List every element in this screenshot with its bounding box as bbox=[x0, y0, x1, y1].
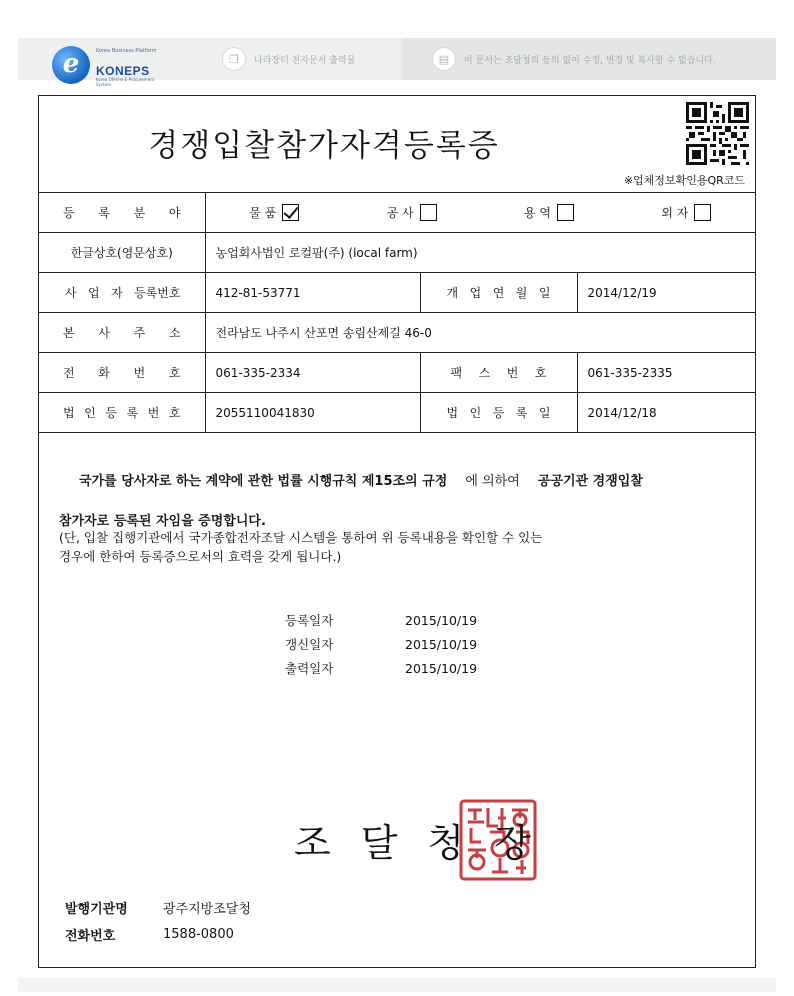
printer-icon: ▤ bbox=[432, 47, 456, 71]
service-checkbox[interactable] bbox=[557, 204, 574, 221]
date-label: 갱신일자 bbox=[285, 637, 334, 652]
bottom-band bbox=[18, 978, 776, 992]
note-line-1: (단, 입찰 집행기관에서 국가종합전자조달 시스템을 통하여 위 등록내용을 확인할 수 있는 bbox=[59, 530, 543, 545]
document-copy-icon: ❐ bbox=[222, 47, 246, 71]
table-row bbox=[39, 233, 755, 273]
agency-name: 조달청장 bbox=[294, 821, 561, 865]
phone-label: 전 화 번 호 bbox=[63, 366, 181, 380]
dates-block bbox=[285, 608, 477, 680]
qr-caption: ※업체정보확인용QR코드 bbox=[623, 174, 745, 187]
table-row bbox=[39, 353, 755, 393]
foreign-checkbox[interactable] bbox=[694, 204, 711, 221]
date-row-renewed bbox=[285, 632, 477, 656]
open-date-value: 2014/12/19 bbox=[577, 273, 755, 313]
issuer-phone-value: 1588-0800 bbox=[163, 927, 234, 942]
registration-info-table bbox=[39, 192, 755, 433]
certificate-document bbox=[38, 95, 756, 968]
date-row-printed bbox=[285, 656, 477, 680]
issuer-phone-row bbox=[65, 921, 251, 948]
corp-no-label-cell bbox=[39, 393, 205, 433]
goods-checkbox[interactable] bbox=[282, 204, 299, 221]
category-goods[interactable] bbox=[249, 204, 299, 221]
notice-item bbox=[432, 38, 716, 80]
address-value: 전라남도 나주시 산포면 송림산제길 46-0 bbox=[205, 313, 755, 353]
certificate-title: 경쟁입찰참가자격등록증 bbox=[148, 128, 500, 164]
category-service-label: 용 역 bbox=[523, 206, 551, 220]
logo-small-text: Korea Business Platform bbox=[96, 48, 157, 54]
issuer-block bbox=[65, 894, 251, 948]
category-construction[interactable] bbox=[387, 204, 437, 221]
category-goods-label: 물 품 bbox=[249, 206, 277, 220]
law-text: 국가를 당사자로 하는 계약에 관한 법률 시행규칙 제15조의 규정 bbox=[79, 474, 448, 489]
category-options-cell bbox=[205, 193, 755, 233]
qr-code-icon bbox=[686, 102, 749, 165]
notice-text: 이 문서는 조달청의 동의 없이 수정, 변경 및 복사할 수 없습니다. bbox=[464, 55, 716, 66]
category-service[interactable] bbox=[524, 204, 574, 221]
phone-value: 061-335-2334 bbox=[205, 353, 420, 393]
category-label-cell bbox=[39, 193, 205, 233]
issuer-org-row bbox=[65, 894, 251, 921]
fax-value: 061-335-2335 bbox=[577, 353, 755, 393]
corp-date-value: 2014/12/18 bbox=[577, 393, 755, 433]
koneps-logo-icon: e bbox=[52, 46, 90, 84]
law-statement bbox=[79, 470, 643, 489]
corp-no-value: 2055110041830 bbox=[205, 393, 420, 433]
date-value: 2015/10/19 bbox=[405, 636, 478, 652]
note-line-2: 경우에 한하여 등록증으로서의 효력을 갖게 됩니다.) bbox=[59, 549, 342, 564]
category-construction-label: 공 사 bbox=[386, 206, 414, 220]
company-name-label: 한글상호(영문상호) bbox=[39, 233, 205, 273]
date-value: 2015/10/19 bbox=[405, 612, 478, 628]
category-foreign-label: 외 자 bbox=[661, 206, 689, 220]
table-row bbox=[39, 193, 755, 233]
date-label: 출력일자 bbox=[285, 661, 334, 676]
table-row bbox=[39, 393, 755, 433]
table-row bbox=[39, 313, 755, 353]
issuer-org-label: 발행기관명 bbox=[65, 902, 128, 917]
business-no-value: 412-81-53771 bbox=[205, 273, 420, 313]
issuer-org-value: 광주지방조달청 bbox=[163, 902, 251, 917]
table-row bbox=[39, 273, 755, 313]
category-label: 등 록 분 야 bbox=[63, 206, 181, 220]
phone-label-cell bbox=[39, 353, 205, 393]
open-date-label: 개 업 연 월 일 bbox=[446, 286, 551, 300]
address-label-cell bbox=[39, 313, 205, 353]
business-no-label: 사 업 자 등록번호 bbox=[65, 286, 181, 300]
certify-text: 참가자로 등록된 자임을 증명합니다. bbox=[59, 514, 266, 529]
print-label-item bbox=[222, 38, 355, 80]
corp-date-label-cell bbox=[420, 393, 577, 433]
date-row-registered bbox=[285, 608, 477, 632]
logo-name: KONEPS bbox=[96, 64, 150, 78]
subject-text: 공공기관 경쟁입찰 bbox=[537, 474, 643, 489]
issuer-phone-label: 전화번호 bbox=[65, 929, 116, 944]
business-no-label-cell bbox=[39, 273, 205, 313]
print-label: 나라장터 전자문서 출력물 bbox=[254, 55, 356, 66]
fax-label-cell bbox=[420, 353, 577, 393]
logo-sub-text: Korea ON-line E-Procurement System bbox=[96, 77, 155, 87]
company-name-value: 농업회사법인 로컬팜(주) (local farm) bbox=[205, 233, 755, 273]
category-options bbox=[206, 193, 756, 232]
koneps-logo bbox=[52, 44, 162, 87]
date-value: 2015/10/19 bbox=[405, 660, 478, 676]
corp-date-label: 법 인 등 록 일 bbox=[446, 406, 551, 420]
address-label: 본 사 주 소 bbox=[63, 326, 181, 340]
construction-checkbox[interactable] bbox=[420, 204, 437, 221]
open-date-label-cell bbox=[420, 273, 577, 313]
corp-no-label: 법 인 등 록 번 호 bbox=[63, 406, 181, 420]
date-label: 등록일자 bbox=[285, 613, 334, 628]
fax-label: 팩 스 번 호 bbox=[450, 366, 547, 380]
connector-text: 에 의하여 bbox=[465, 474, 520, 489]
category-foreign[interactable] bbox=[661, 204, 711, 221]
